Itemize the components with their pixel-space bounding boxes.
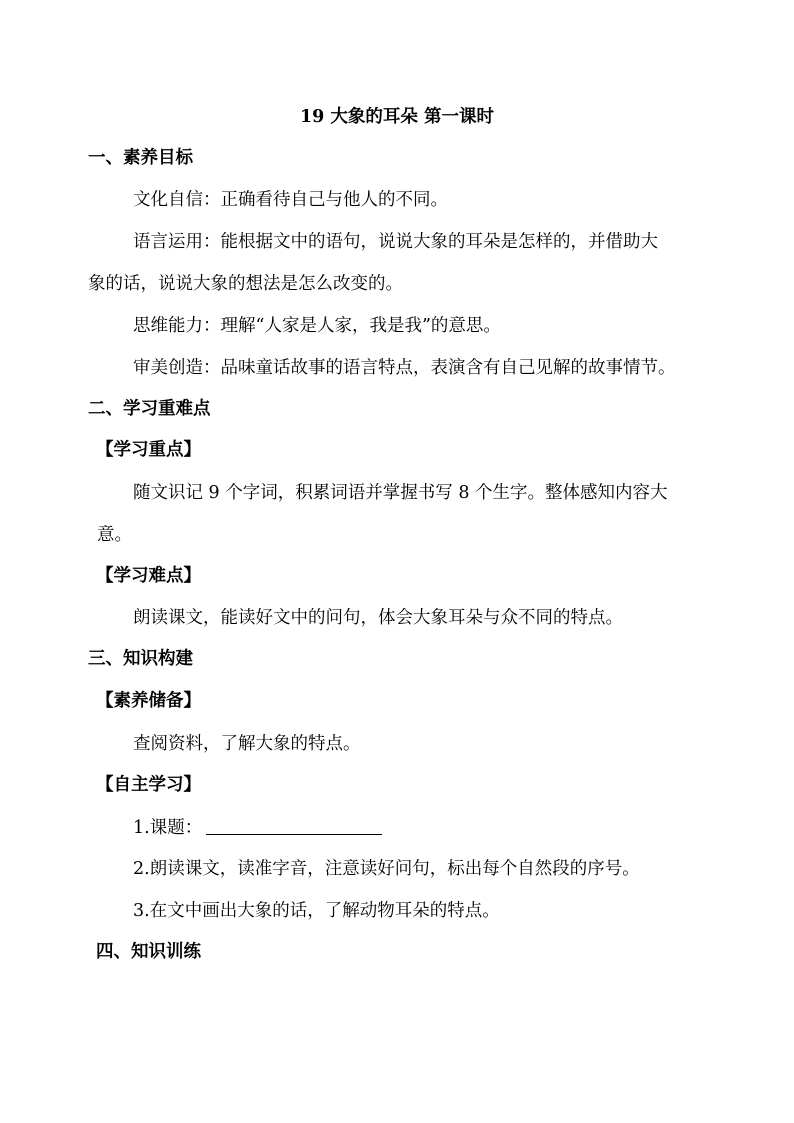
subheading-difficulty: 【学习难点】 [96, 566, 201, 586]
section-heading-knowledge: 三、知识构建 [88, 649, 193, 669]
self-study-item-3: 3.在文中画出大象的话，了解动物耳朵的特点。 [133, 901, 500, 921]
key-focus-line2: 意。 [97, 525, 132, 545]
self-study-item-1-label: 1.课题： [133, 818, 203, 838]
goal-aesthetic: 审美创造：品味童话故事的语言特点，表演含有自己见解的故事情节。 [133, 358, 676, 378]
self-study-item-1 [133, 819, 382, 838]
subheading-preparation: 【素养储备】 [96, 691, 201, 711]
goal-thinking: 思维能力：理解“人家是人家，我是我”的意思。 [133, 316, 501, 336]
section-heading-keypoints: 二、学习重难点 [88, 399, 211, 419]
goal-culture: 文化自信：正确看待自己与他人的不同。 [133, 190, 448, 210]
subheading-self-study: 【自主学习】 [96, 775, 201, 795]
section-heading-goals: 一、素养目标 [88, 148, 193, 168]
difficulty-text: 朗读课文，能读好文中的问句，体会大象耳朵与众不同的特点。 [133, 608, 623, 628]
document-title: 19 大象的耳朵 第一课时 [299, 107, 495, 127]
fill-in-blank-line[interactable] [206, 819, 382, 835]
self-study-item-2: 2.朗读课文，读准字音，注意读好问句，标出每个自然段的序号。 [133, 859, 640, 879]
goal-language-line2: 象的话，说说大象的想法是怎么改变的。 [88, 274, 403, 294]
section-heading-practice: 四、知识训练 [96, 942, 201, 962]
goal-language-line1: 语言运用：能根据文中的语句，说说大象的耳朵是怎样的，并借助大 [133, 232, 658, 252]
subheading-key-focus: 【学习重点】 [96, 440, 201, 460]
key-focus-line1: 随文识记 9 个字词，积累词语并掌握书写 8 个生字。整体感知内容大 [133, 483, 668, 503]
preparation-text: 查阅资料，了解大象的特点。 [133, 734, 361, 754]
